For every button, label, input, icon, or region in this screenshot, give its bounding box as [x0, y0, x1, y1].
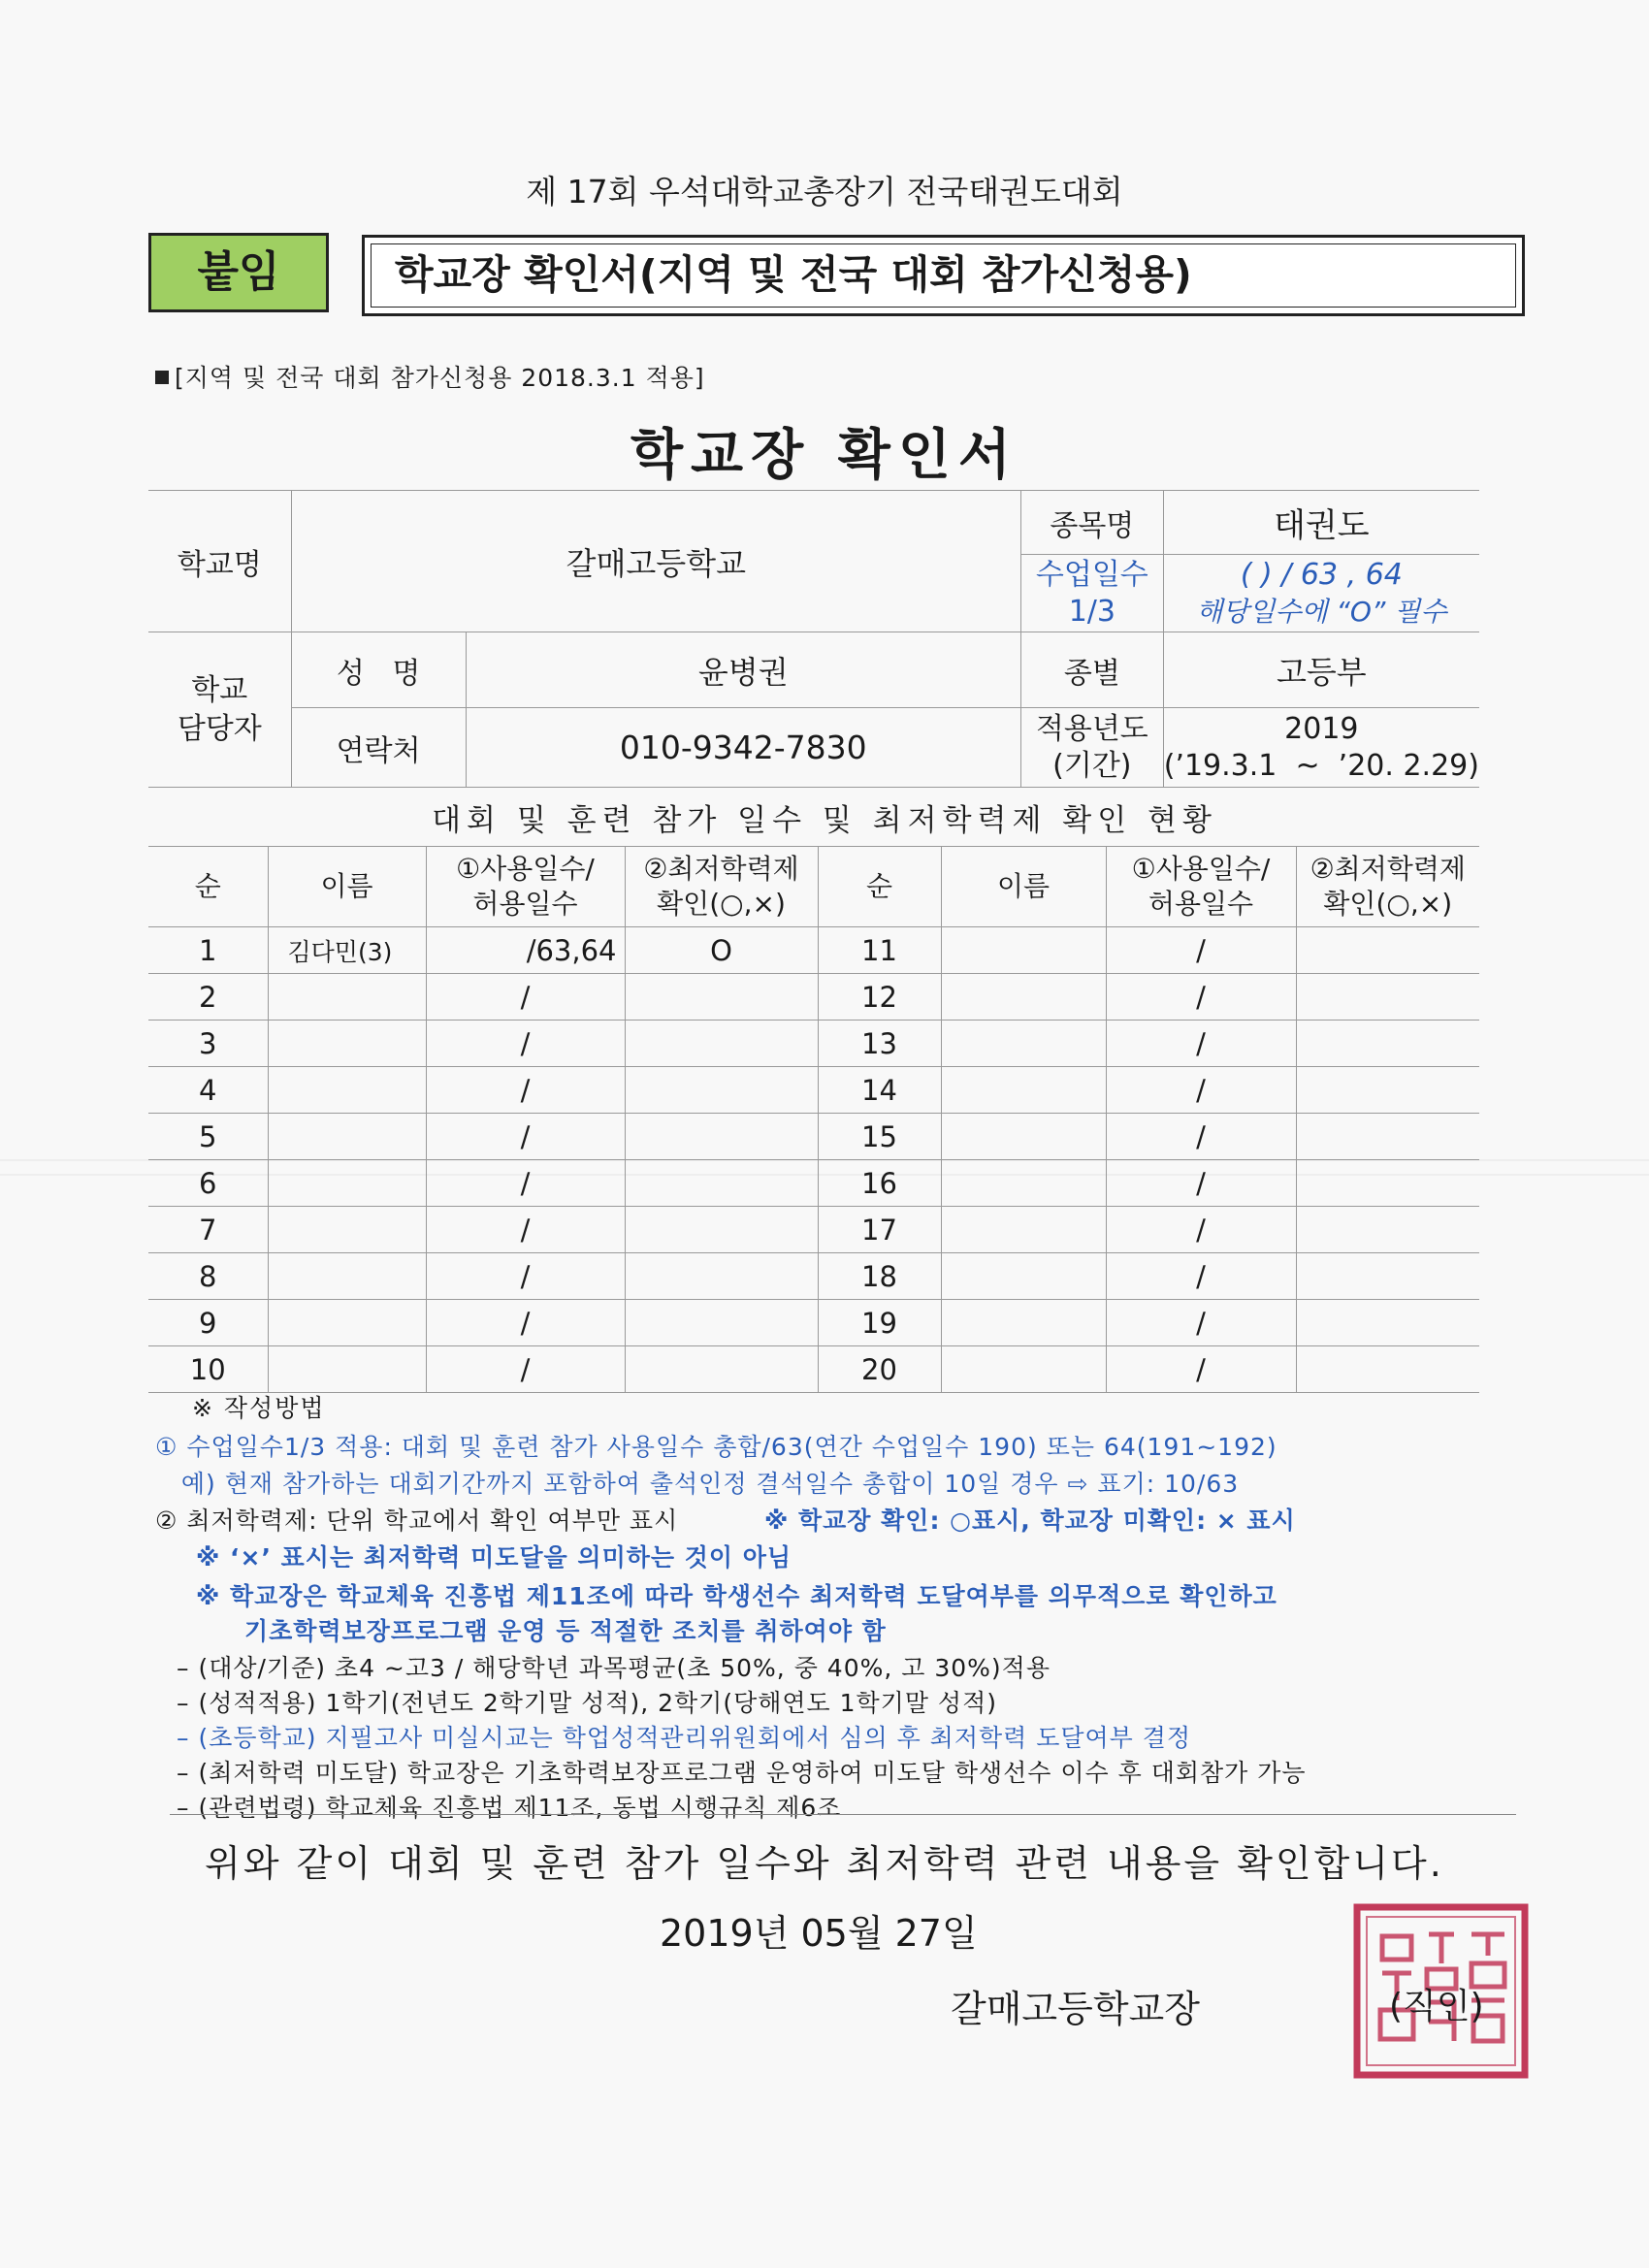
division-label: 종별 — [1020, 632, 1163, 708]
row-days: / — [1106, 1207, 1296, 1253]
row-name — [268, 1346, 426, 1393]
row-name — [941, 1346, 1106, 1393]
row-no: 12 — [818, 974, 941, 1021]
row-no: 19 — [818, 1300, 941, 1346]
table-row — [148, 1300, 1479, 1346]
method-line: – (초등학교) 지필고사 미실시교는 학업성적관리위원회에서 심의 후 최저학력 도달여부 결정 — [177, 1724, 1192, 1752]
row-name: 김다민(3) — [268, 927, 426, 974]
row-days: / — [1106, 1253, 1296, 1300]
row-check — [1296, 1114, 1479, 1160]
row-name — [941, 1253, 1106, 1300]
row-check — [625, 1021, 818, 1067]
row-check — [1296, 1207, 1479, 1253]
row-no: 6 — [148, 1160, 268, 1207]
table-row — [148, 1114, 1479, 1160]
header-no: 순 — [148, 847, 268, 927]
row-no: 5 — [148, 1114, 268, 1160]
row-no: 16 — [818, 1160, 941, 1207]
row-no: 20 — [818, 1346, 941, 1393]
row-check — [1296, 974, 1479, 1021]
row-days: / — [426, 1067, 625, 1114]
row-name — [941, 1021, 1106, 1067]
row-name — [268, 1021, 426, 1067]
row-days: / — [1106, 927, 1296, 974]
row-check — [1296, 1300, 1479, 1346]
method-line: 기초학력보장프로그램 운영 등 적절한 조치를 취하여야 함 — [244, 1617, 887, 1645]
method-line: ※ ‘×’ 표시는 최저학력 미도달을 의미하는 것이 아님 — [196, 1543, 792, 1571]
class-days-value: ( ) / 63 , 64 해당일수에 “O” 필수 — [1163, 555, 1479, 632]
year-label: 적용년도 (기간) — [1020, 708, 1163, 788]
row-no: 9 — [148, 1300, 268, 1346]
row-days: / — [426, 1114, 625, 1160]
signer: 갈매고등학교장 — [951, 1988, 1200, 2030]
row-check — [625, 1346, 818, 1393]
row-name — [941, 1207, 1106, 1253]
division-value: 고등부 — [1163, 632, 1479, 708]
document-title: 학교장 확인서 — [630, 424, 1019, 487]
issue-date: 2019년 05월 27일 — [660, 1912, 978, 1955]
header-name: 이름 — [941, 847, 1106, 927]
row-name — [268, 1207, 426, 1253]
row-check — [625, 1114, 818, 1160]
info-table — [148, 490, 1479, 788]
row-name — [941, 1114, 1106, 1160]
row-days: /63,64 — [426, 927, 625, 974]
contact-value: 010-9342-7830 — [466, 708, 1020, 788]
class-days-label: 수업일수 1/3 — [1020, 555, 1163, 632]
row-name — [941, 1300, 1106, 1346]
sport-label: 종목명 — [1020, 491, 1163, 555]
method-line: ② 최저학력제: 단위 학교에서 확인 여부만 표시 — [155, 1507, 679, 1535]
row-no: 15 — [818, 1114, 941, 1160]
event-title: 제 17회 우석대학교총장기 전국태권도대회 — [526, 173, 1123, 211]
row-check — [1296, 927, 1479, 974]
row-days: / — [426, 1300, 625, 1346]
row-name — [268, 1160, 426, 1207]
manager-label: 학교 담당자 — [148, 632, 291, 788]
row-days: / — [1106, 1114, 1296, 1160]
method-line: ※ 학교장 확인: ○표시, 학교장 미확인: × 표시 — [764, 1507, 1296, 1535]
row-no: 13 — [818, 1021, 941, 1067]
status-title: 대회 및 훈련 참가 일수 및 최저학력제 확인 현황 — [432, 803, 1217, 838]
row-name — [268, 1114, 426, 1160]
row-no: 10 — [148, 1346, 268, 1393]
row-no: 17 — [818, 1207, 941, 1253]
row-check — [625, 1207, 818, 1253]
header-no: 순 — [818, 847, 941, 927]
school-name-label: 학교명 — [148, 491, 291, 632]
row-no: 11 — [818, 927, 941, 974]
row-days: / — [1106, 974, 1296, 1021]
row-no: 4 — [148, 1067, 268, 1114]
row-name — [268, 1300, 426, 1346]
row-days: / — [426, 974, 625, 1021]
contact-label: 연락처 — [291, 708, 466, 788]
year-value: 2019 (’19.3.1 ~ ’20. 2.29) — [1163, 708, 1479, 788]
row-name — [268, 974, 426, 1021]
header-days: ①사용일수/ 허용일수 — [1106, 847, 1296, 927]
method-title: ※ 작성방법 — [192, 1394, 326, 1422]
table-row — [148, 974, 1479, 1021]
table-row — [148, 1067, 1479, 1114]
row-days: / — [426, 1160, 625, 1207]
row-no: 8 — [148, 1253, 268, 1300]
row-no: 18 — [818, 1253, 941, 1300]
square-bullet-icon — [155, 371, 169, 384]
row-name — [941, 1160, 1106, 1207]
table-row — [148, 1160, 1479, 1207]
row-check — [625, 1160, 818, 1207]
manager-name: 윤병권 — [466, 632, 1020, 708]
row-days: / — [1106, 1300, 1296, 1346]
table-row — [148, 1346, 1479, 1393]
row-check — [625, 1067, 818, 1114]
table-row — [148, 927, 1479, 974]
row-check — [1296, 1021, 1479, 1067]
method-line: ※ 학교장은 학교체육 진흥법 제11조에 따라 학생선수 최저학력 도달여부를 의무적으로 확인하고 — [196, 1582, 1277, 1610]
row-days: / — [426, 1346, 625, 1393]
row-days: / — [426, 1253, 625, 1300]
row-check — [1296, 1253, 1479, 1300]
confirm-statement: 위와 같이 대회 및 훈련 참가 일수와 최저학력 관련 내용을 확인합니다. — [205, 1842, 1444, 1885]
row-days: / — [1106, 1346, 1296, 1393]
row-days: / — [1106, 1160, 1296, 1207]
table-row — [148, 1253, 1479, 1300]
row-name — [941, 927, 1106, 974]
method-line: – (최저학력 미도달) 학교장은 기초학력보장프로그램 운영하여 미도달 학생선수 이수 후 대회참가 가능 — [177, 1759, 1307, 1787]
row-check: O — [625, 927, 818, 974]
divider — [170, 1814, 1516, 1815]
applicability-note: [지역 및 전국 대회 참가신청용 2018.3.1 적용] — [155, 359, 705, 394]
row-no: 7 — [148, 1207, 268, 1253]
row-name — [268, 1067, 426, 1114]
status-table — [148, 846, 1479, 1393]
row-check — [625, 1253, 818, 1300]
manager-name-label: 성 명 — [291, 632, 466, 708]
method-line: 예) 현재 참가하는 대회기간까지 포함하여 출석인정 결석일수 총합이 10일 경우 ⇨ 표기: 10/63 — [155, 1470, 1240, 1498]
method-line: – (관련법령) 학교체육 진흥법 제11조, 동법 시행규칙 제6조 — [177, 1794, 842, 1822]
table-row — [148, 1207, 1479, 1253]
method-line: ① 수업일수1/3 적용: 대회 및 훈련 참가 사용일수 총합/63(연간 수업일수 190) 또는 64(191~192) — [155, 1433, 1277, 1461]
attachment-badge: 붙임 — [148, 233, 329, 312]
row-days: / — [1106, 1067, 1296, 1114]
header-days: ①사용일수/ 허용일수 — [426, 847, 625, 927]
row-check — [1296, 1067, 1479, 1114]
header-check: ②최저학력제 확인(○,×) — [1296, 847, 1479, 927]
row-days: / — [426, 1207, 625, 1253]
method-line: – (대상/기준) 초4 ~고3 / 해당학년 과목평균(초 50%, 중 40%, 고 30%)적용 — [177, 1654, 1051, 1682]
row-name — [941, 1067, 1106, 1114]
row-no: 2 — [148, 974, 268, 1021]
row-no: 14 — [818, 1067, 941, 1114]
row-name — [268, 1253, 426, 1300]
row-no: 3 — [148, 1021, 268, 1067]
row-name — [941, 974, 1106, 1021]
header-name: 이름 — [268, 847, 426, 927]
row-check — [625, 974, 818, 1021]
row-check — [1296, 1160, 1479, 1207]
header-check: ②최저학력제 확인(○,×) — [625, 847, 818, 927]
table-row — [148, 1021, 1479, 1067]
form-title-box — [362, 235, 1525, 316]
school-name: 갈매고등학교 — [291, 491, 1020, 632]
sport-value: 태권도 — [1163, 491, 1479, 555]
seal-label: (직인) — [1389, 1987, 1484, 2026]
row-check — [1296, 1346, 1479, 1393]
form-title: 학교장 확인서(지역 및 전국 대회 참가신청용) — [371, 243, 1516, 308]
row-days: / — [426, 1021, 625, 1067]
row-days: / — [1106, 1021, 1296, 1067]
row-no: 1 — [148, 927, 268, 974]
method-line: – (성적적용) 1학기(전년도 2학기말 성적), 2학기(당해연도 1학기말 성적) — [177, 1689, 997, 1717]
row-check — [625, 1300, 818, 1346]
